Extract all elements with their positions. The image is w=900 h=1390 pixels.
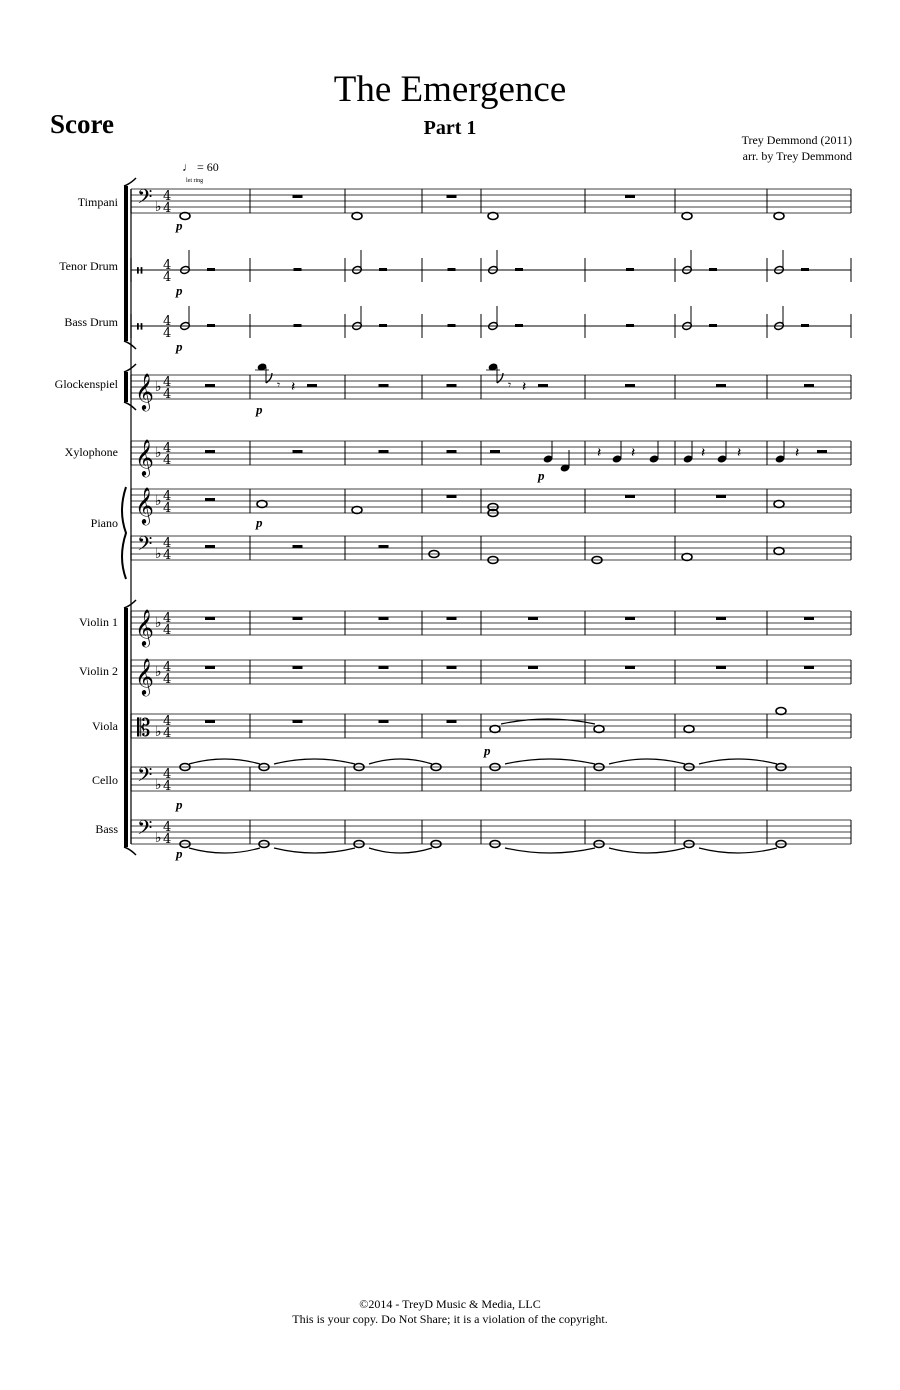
note-flag (266, 373, 272, 383)
dynamic-tenor-drum: p (176, 283, 183, 298)
dynamic-cello: p (176, 797, 183, 812)
ties (189, 719, 777, 853)
instrument-label-tenor-drum: Tenor Drum (59, 259, 118, 273)
time-signature-top: 4 (163, 189, 172, 204)
glockenspiel-bracket-cap-top (124, 364, 136, 372)
tie (505, 759, 595, 764)
key-signature-flat: ♭ (155, 777, 162, 793)
whole-rest (447, 617, 457, 620)
half-rest (801, 268, 809, 271)
whole-note (682, 213, 692, 220)
whole-note (774, 548, 784, 555)
brackets (122, 178, 136, 855)
quarter-rest: 𝄽 (597, 445, 602, 461)
half-rest (207, 324, 215, 327)
instrument-label-violin-2: Violin 2 (79, 664, 118, 678)
dynamic-piano: p (256, 515, 263, 530)
whole-rest (625, 495, 635, 498)
treble-clef: 𝄞 (135, 438, 154, 476)
half-rest (490, 450, 500, 453)
key-signature-flat: ♭ (155, 445, 162, 461)
quarter-rest: 𝄽 (795, 445, 800, 461)
time-signature-bottom: 4 (163, 201, 172, 216)
whole-note (776, 708, 786, 715)
whole-rest (205, 720, 215, 723)
whole-rest (625, 617, 635, 620)
page-footer (0, 1297, 900, 1327)
whole-rest (379, 617, 389, 620)
tie (699, 759, 777, 764)
instrument-label-bass: Bass (95, 822, 118, 836)
whole-note (180, 213, 190, 220)
whole-note (594, 726, 604, 733)
whole-rest (716, 617, 726, 620)
time-signature-top: 4 (163, 660, 172, 675)
whole-note (682, 554, 692, 561)
score-label: Score (50, 109, 114, 139)
time-signature-bottom: 4 (163, 672, 172, 687)
half-rest (379, 268, 387, 271)
treble-clef: 𝄞 (135, 486, 154, 524)
whole-rest (626, 268, 634, 271)
whole-rest (294, 324, 302, 327)
tie (609, 848, 685, 853)
whole-rest (804, 617, 814, 620)
glockenspiel-bracket (124, 372, 128, 402)
whole-rest (293, 720, 303, 723)
whole-rest (293, 617, 303, 620)
clefs (135, 185, 171, 847)
whole-rest (447, 495, 457, 498)
half-rest (709, 268, 717, 271)
time-signature-top: 4 (163, 489, 172, 504)
tie (369, 848, 432, 853)
piano-brace (122, 487, 126, 579)
bass-clef: 𝄢 (137, 185, 153, 213)
half-rest (293, 450, 303, 453)
time-signature-bottom: 4 (163, 326, 172, 341)
dynamic-xylophone: p (538, 468, 545, 483)
whole-note (488, 213, 498, 220)
whole-rest (626, 324, 634, 327)
half-rest (801, 324, 809, 327)
whole-note (774, 501, 784, 508)
half-rest (538, 384, 548, 387)
bass-clef: 𝄢 (137, 763, 153, 791)
tie (699, 848, 777, 853)
tie (369, 759, 432, 764)
dynamic-bass-drum: p (176, 339, 183, 354)
whole-rest (379, 720, 389, 723)
tie (609, 759, 685, 764)
half-rest (205, 450, 215, 453)
half-rest (205, 498, 215, 501)
whole-rest (448, 268, 456, 271)
strings-bracket-cap-bottom (124, 847, 136, 855)
time-signature-bottom: 4 (163, 270, 172, 285)
whole-note (684, 726, 694, 733)
key-signature-flat: ♭ (155, 615, 162, 631)
composer-line: Trey Demmond (2011) (741, 133, 852, 147)
half-rest (379, 450, 389, 453)
whole-rest (528, 617, 538, 620)
whole-rest (205, 666, 215, 669)
half-rest (447, 450, 457, 453)
whole-rest (379, 666, 389, 669)
quarter-rest: 𝄽 (522, 379, 527, 395)
whole-note (257, 501, 267, 508)
half-rest (379, 545, 389, 548)
percussion-clef: 𝄥 (137, 261, 143, 282)
quarter-rest: 𝄽 (631, 445, 636, 461)
time-signature-top: 4 (163, 820, 172, 835)
time-signature-bottom: 4 (163, 779, 172, 794)
strings-bracket (124, 608, 128, 847)
tie (189, 848, 260, 853)
percussion-bracket-cap-bottom (124, 341, 136, 349)
tempo-value: = 60 (197, 160, 219, 174)
instrument-label-viola: Viola (92, 719, 118, 733)
whole-rest (716, 666, 726, 669)
quarter-rest: 𝄽 (291, 379, 296, 395)
key-signature-flat: ♭ (155, 546, 162, 562)
half-rest (205, 384, 215, 387)
time-signature-top: 4 (163, 375, 172, 390)
half-rest (709, 324, 717, 327)
half-rest (625, 384, 635, 387)
time-signature-bottom: 4 (163, 726, 172, 741)
instrument-label-violin-1: Violin 1 (79, 615, 118, 629)
key-signature-flat: ♭ (155, 724, 162, 740)
quarter-note-icon: ♩ (182, 160, 194, 174)
half-rest (447, 384, 457, 387)
half-rest (817, 450, 827, 453)
half-rest (515, 324, 523, 327)
instrument-label-xylophone: Xylophone (64, 445, 118, 459)
half-rest (804, 384, 814, 387)
key-signature-flat: ♭ (155, 664, 162, 680)
time-signature-top: 4 (163, 258, 172, 273)
half-rest (293, 545, 303, 548)
score-title: The Emergence (333, 69, 567, 110)
percussion-bracket (124, 186, 128, 341)
time-signature-top: 4 (163, 314, 172, 329)
tie (189, 759, 260, 764)
tie (505, 848, 595, 853)
whole-rest (448, 324, 456, 327)
tie (274, 759, 355, 764)
instrument-label-glockenspiel: Glockenspiel (54, 377, 118, 391)
instrument-label-bass-drum: Bass Drum (64, 315, 118, 329)
half-rest (207, 268, 215, 271)
instrument-label-timpani: Timpani (77, 195, 118, 209)
copyright-line: ©2014 - TreyD Music & Media, LLC (359, 1297, 541, 1311)
whole-note (490, 726, 500, 733)
whole-rest (447, 195, 457, 198)
time-signature-bottom: 4 (163, 832, 172, 847)
whole-rest (716, 495, 726, 498)
treble-clef: 𝄞 (135, 657, 154, 695)
whole-rest (447, 720, 457, 723)
strings-bracket-cap-top (124, 600, 136, 608)
whole-rest (447, 666, 457, 669)
dynamic-timpani: p (176, 218, 183, 233)
half-rest (379, 384, 389, 387)
key-signature-flat: ♭ (155, 199, 162, 215)
quarter-rest: 𝄽 (701, 445, 706, 461)
whole-rest (804, 666, 814, 669)
key-signature-flat: ♭ (155, 493, 162, 509)
time-signature-bottom: 4 (163, 623, 172, 638)
treble-clef: 𝄞 (135, 608, 154, 646)
key-signature-flat: ♭ (155, 830, 162, 846)
whole-rest (294, 268, 302, 271)
whole-rest (625, 195, 635, 198)
score-subtitle: Part 1 (423, 117, 477, 139)
note-flag (497, 373, 503, 383)
time-signature-bottom: 4 (163, 387, 172, 402)
time-signature-top: 4 (163, 536, 172, 551)
whole-rest (293, 666, 303, 669)
time-signature-bottom: 4 (163, 501, 172, 516)
time-signature-bottom: 4 (163, 548, 172, 563)
time-signature-bottom: 4 (163, 453, 172, 468)
whole-rest (528, 666, 538, 669)
whole-note (352, 213, 362, 220)
bass-clef: 𝄢 (137, 532, 153, 560)
eighth-rest: 𝄾 (277, 378, 281, 392)
time-signature-top: 4 (163, 441, 172, 456)
bass-clef: 𝄢 (137, 816, 153, 844)
copyright-notice: This is your copy. Do Not Share; it is a violation of the copyright. (292, 1312, 608, 1326)
time-signature-top: 4 (163, 767, 172, 782)
dynamic-glockenspiel: p (256, 402, 263, 417)
half-rest (379, 324, 387, 327)
eighth-rest: 𝄾 (508, 378, 512, 392)
half-rest (307, 384, 317, 387)
dynamic-bass: p (176, 846, 183, 861)
alto-clef: 𝄡 (137, 714, 151, 742)
instrument-label-piano: Piano (90, 516, 118, 530)
dynamic-viola: p (484, 743, 491, 758)
half-rest (205, 545, 215, 548)
whole-note (774, 213, 784, 220)
let-ring-text: let ring (186, 178, 204, 184)
notes (180, 213, 786, 848)
tie (274, 848, 355, 853)
time-signature-top: 4 (163, 611, 172, 626)
percussion-bracket-cap-top (124, 178, 136, 186)
whole-note (352, 507, 362, 514)
arranger-line: arr. by Trey Demmond (742, 149, 852, 163)
half-rest (515, 268, 523, 271)
quarter-rest: 𝄽 (737, 445, 742, 461)
treble-clef: 𝄞 (135, 372, 154, 410)
percussion-clef: 𝄥 (137, 317, 143, 338)
half-rest (716, 384, 726, 387)
whole-rest (625, 666, 635, 669)
instrument-label-cello: Cello (92, 773, 118, 787)
whole-rest (293, 195, 303, 198)
whole-rest (205, 617, 215, 620)
key-signature-flat: ♭ (155, 379, 162, 395)
time-signature-top: 4 (163, 714, 172, 729)
